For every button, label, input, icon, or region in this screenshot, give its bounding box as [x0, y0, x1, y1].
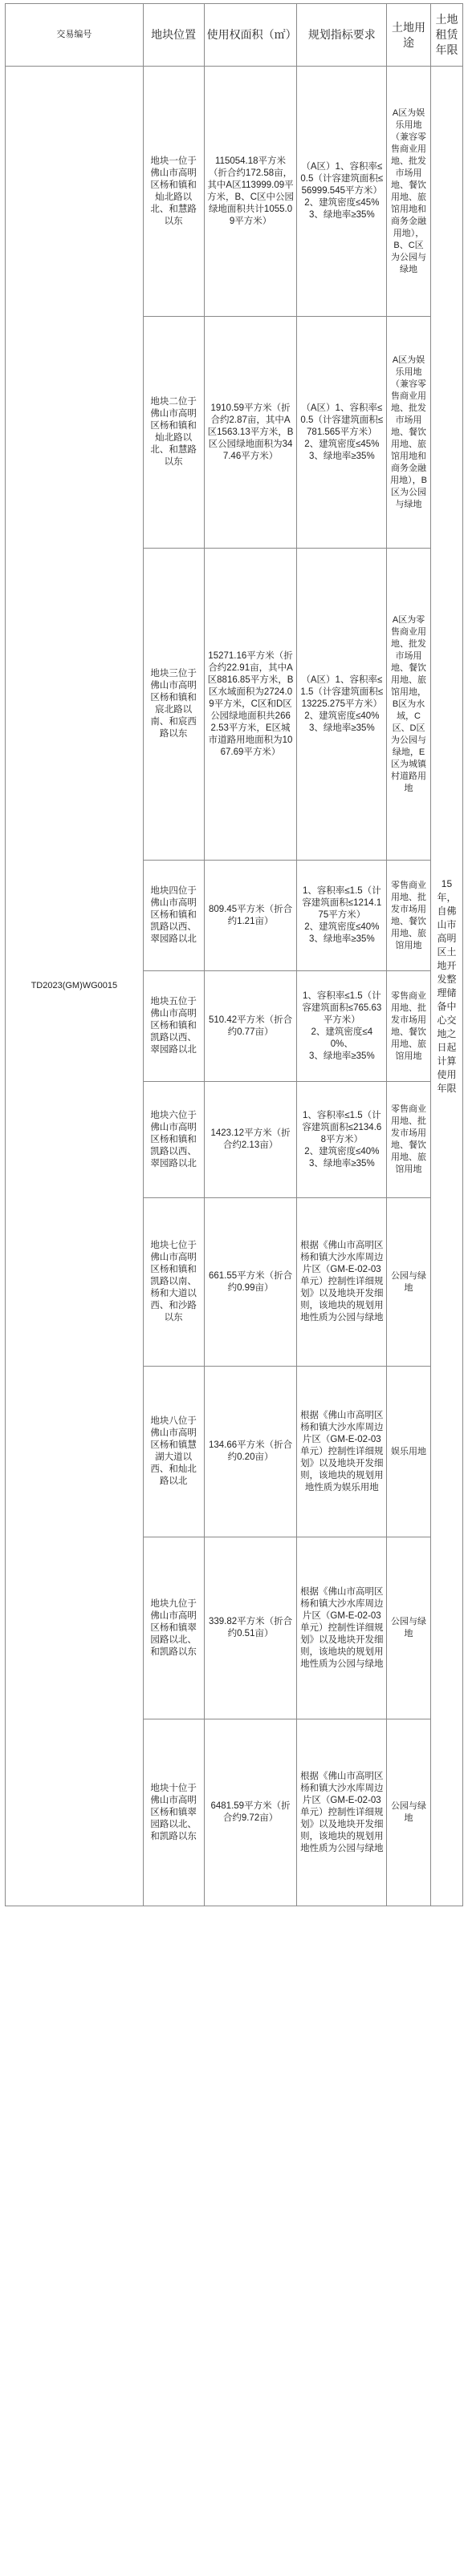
parcel-location: 地块五位于佛山市高明区杨和镇和凯路以西、翠园路以北 [150, 997, 197, 1055]
parcel-requirements: 根据《佛山市高明区杨和镇大沙水库周边片区（GM-E-02-03单元）控制性详细规划》以及地块开发细则，该地块的规划用地性质为公园与绿地 [300, 1586, 384, 1669]
parcel-use: 零售商业用地、批发市场用地、餐饮用地、旅馆用地 [391, 1104, 427, 1174]
parcel-area: 1910.59平方米（折合约2.87亩，其中A区1563.13平方米，B区公园绿地面积为347.46平方米） [207, 403, 294, 461]
parcel-use: 公园与绿地 [391, 1801, 427, 1823]
parcel-location: 地块三位于佛山市高明区杨和镇和宸北路以南、和宸西路以东 [150, 669, 197, 739]
parcel-requirements: 1、容积率≤1.5（计容建筑面积≤1214.175平方米） 2、建筑密度≤40% 3、绿地率≥35% [302, 886, 382, 944]
parcel-requirements: 1、容积率≤1.5（计容建筑面积≤2134.68平方米） 2、建筑密度≤40% 3、绿地率≥35% [302, 1110, 382, 1169]
parcel-use: A区为零售商业用地、批发市场用地、餐饮用地、旅馆用地，B区为水域，C区、D区为公园与绿地，E区为城镇村道路用地 [391, 614, 427, 793]
header-location: 地块位置 [143, 4, 204, 67]
parcel-use: 零售商业用地、批发市场用地、餐饮用地、旅馆用地 [391, 990, 427, 1061]
parcel-location: 地块一位于佛山市高明区杨和镇和灿北路以北、和慧路以东 [150, 156, 197, 226]
parcel-use: 公园与绿地 [391, 1270, 427, 1293]
parcel-requirements: 根据《佛山市高明区杨和镇大沙水库周边片区（GM-E-02-03单元）控制性详细规划》以及地块开发细则，该地块的规划用地性质为公园与绿地 [300, 1241, 384, 1322]
parcel-use: 公园与绿地 [391, 1617, 427, 1638]
header-use: 土地用途 [387, 4, 431, 67]
parcel-location: 地块十位于佛山市高明区杨和镇翠园路以北、和凯路以东 [150, 1783, 197, 1841]
parcel-area: 339.82平方米（折合约0.51亩） [208, 1617, 293, 1638]
transaction-code: TD2023(GM)WG0015 [6, 67, 144, 1906]
header-area: 使用权面积（㎡） [204, 4, 297, 67]
parcel-requirements: 根据《佛山市高明区杨和镇大沙水库周边片区（GM-E-02-03单元）控制性详细规划》以及地块开发细则，该地块的规划用地性质为娱乐用地 [300, 1410, 384, 1493]
parcel-area: 115054.18平方米（折合约172.58亩，其中A区113999.09平方米，B、C区中公园绿地面积共计1055.09平方米） [207, 156, 295, 226]
header-term: 土地租赁年限 [430, 4, 462, 67]
parcel-use: A区为娱乐用地（兼容零售商业用地、批发市场用地、餐饮用地、旅馆用地和商务金融用地），B、C区为公园与绿地 [391, 107, 427, 274]
parcel-requirements: 1、容积率≤1.5（计容建筑面积≤765.63平方米） 2、建筑密度≤40%、 3、绿地率≥35% [302, 990, 382, 1061]
parcel-use: A区为娱乐用地（兼容零售商业用地、批发市场用地、餐饮用地、旅馆用地和商务金融用地），B区为公园与绿地 [390, 354, 427, 509]
land-lease-table [5, 3, 463, 1906]
parcel-location: 地块八位于佛山市高明区杨和镇慧湖大道以西、和灿北路以北 [150, 1416, 197, 1486]
parcel-area: 15271.16平方米（折合约22.91亩，其中A区8816.85平方米，B区水域面积为2724.09平方米，C区和D区公园绿地面积共2662.53平方米，E区城市道路用地面积为1067.69平方米） [207, 650, 294, 757]
parcel-area: 809.45平方米（折合约1.21亩） [208, 904, 293, 926]
parcel-requirements: （A区）1、容积率≤1.5（计容建筑面积≤13225.275平方米） 2、建筑密度≤40% 3、绿地率≥35% [300, 674, 384, 733]
parcel-location: 地块二位于佛山市高明区杨和镇和灿北路以北、和慧路以东 [150, 397, 197, 467]
parcel-area: 510.42平方米（折合约0.77亩） [208, 1015, 293, 1037]
parcel-use: 零售商业用地、批发市场用地、餐饮用地、旅馆用地 [391, 880, 427, 950]
parcel-area: 6481.59平方米（折合约9.72亩） [210, 1801, 291, 1823]
parcel-location: 地块四位于佛山市高明区杨和镇和凯路以西、翠园路以北 [150, 886, 197, 944]
parcel-requirements: 根据《佛山市高明区杨和镇大沙水库周边片区（GM-E-02-03单元）控制性详细规划》以及地块开发细则，该地块的规划用地性质为公园与绿地 [300, 1771, 384, 1853]
parcel-location: 地块六位于佛山市高明区杨和镇和凯路以西、翠园路以北 [150, 1110, 197, 1169]
parcel-area: 134.66平方米（折合约0.20亩） [208, 1440, 293, 1462]
parcel-requirements: （A区）1、容积率≤0.5（计容建筑面积≤781.565平方米） 2、建筑密度≤45% 3、绿地率≥35% [300, 403, 384, 461]
parcel-location: 地块九位于佛山市高明区杨和镇翠园路以北、和凯路以东 [150, 1598, 197, 1657]
parcel-use: 娱乐用地 [391, 1446, 427, 1456]
parcel-area: 661.55平方米（折合约0.99亩） [208, 1270, 293, 1293]
parcel-requirements: （A区）1、容积率≤0.5（计容建筑面积≤56999.545平方米） 2、建筑密度≤45% 3、绿地率≥35% [300, 162, 384, 220]
header-requirements: 规划指标要求 [297, 4, 387, 67]
parcel-area: 1423.12平方米（折合约2.13亩） [210, 1128, 291, 1150]
parcel-location: 地块七位于佛山市高明区杨和镇和凯路以南、杨和大道以西、和沙路以东 [150, 1241, 197, 1322]
lease-term: 15年，自佛山市高明区土地开发整理储备中心交地之日起计算使用年限 [437, 877, 457, 1094]
table-header-row [6, 4, 463, 67]
header-code: 交易编号 [6, 4, 144, 67]
table-row [6, 67, 463, 317]
